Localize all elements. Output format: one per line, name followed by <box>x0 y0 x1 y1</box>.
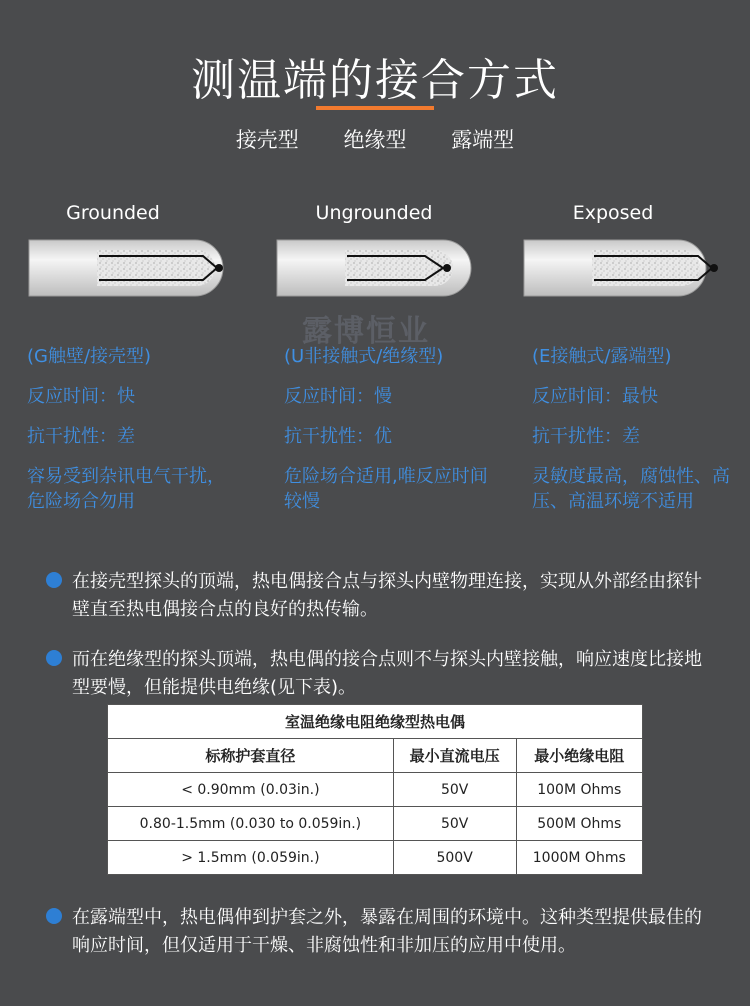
probe-label-exposed: Exposed <box>572 202 654 224</box>
table-row <box>108 773 643 807</box>
bullet-exposed <box>72 904 712 960</box>
column-noise: 抗干扰性：优 <box>284 426 392 447</box>
bullet-ungrounded <box>72 646 712 702</box>
column-response: 反应时间：最快 <box>532 386 658 407</box>
ungrounded-probe-diagram <box>275 238 475 298</box>
bullet-grounded <box>72 568 712 624</box>
table-header: 标称护套直径 <box>108 739 394 773</box>
column-response: 反应时间：慢 <box>284 386 392 407</box>
probe-label-grounded: Grounded <box>66 202 160 224</box>
table-row <box>108 841 643 875</box>
table-cell: 50V <box>393 807 516 841</box>
column-noise: 抗干扰性：差 <box>532 426 640 447</box>
column-note: 灵敏度最高，腐蚀性、高压、高温环境不适用 <box>532 466 730 512</box>
table-header: 最小直流电压 <box>393 739 516 773</box>
column-noise: 抗干扰性：差 <box>27 426 135 447</box>
bullet-dot-icon <box>46 572 62 588</box>
bullet-text: 在接壳型探头的顶端，热电偶接合点与探头内壁物理连接，实现从外部经由探针壁直至热电偶接合点的良好的热传输。 <box>72 571 702 620</box>
column-ungrounded <box>284 344 499 529</box>
type-exposed: 露端型 <box>451 128 515 152</box>
column-exposed <box>532 344 747 529</box>
table-caption: 室温绝缘电阻绝缘型热电偶 <box>108 705 643 739</box>
exposed-probe-diagram <box>522 238 722 298</box>
type-ungrounded: 绝缘型 <box>343 128 407 152</box>
column-kind: (U非接触式/绝缘型) <box>284 346 444 367</box>
table-cell: 500M Ohms <box>516 807 642 841</box>
type-list <box>0 124 750 154</box>
column-kind: (G触壁/接壳型) <box>27 346 152 367</box>
table-cell: 100M Ohms <box>516 773 642 807</box>
title-underline <box>316 106 434 110</box>
probe-label-ungrounded: Ungrounded <box>315 202 433 224</box>
grounded-probe-diagram <box>27 238 227 298</box>
column-kind: (E接触式/露端型) <box>532 346 672 367</box>
table-cell: > 1.5mm (0.059in.) <box>108 841 394 875</box>
column-response: 反应时间：快 <box>27 386 135 407</box>
insulation-table <box>107 704 643 875</box>
table-cell: 50V <box>393 773 516 807</box>
page-title: 测温端的接合方式 <box>191 55 559 106</box>
table-cell: 1000M Ohms <box>516 841 642 875</box>
bullet-dot-icon <box>46 908 62 924</box>
bullet-text: 而在绝缘型的探头顶端，热电偶的接合点则不与探头内壁接触，响应速度比接地型要慢，但能提供电绝缘(见下表)。 <box>72 649 702 698</box>
column-note: 危险场合适用,唯反应时间较慢 <box>284 466 488 512</box>
column-note: 容易受到杂讯电气干扰，危险场合勿用 <box>27 466 225 512</box>
table-cell: 500V <box>393 841 516 875</box>
table-cell: < 0.90mm (0.03in.) <box>108 773 394 807</box>
table-header: 最小绝缘电阻 <box>516 739 642 773</box>
bullet-dot-icon <box>46 650 62 666</box>
table-row <box>108 807 643 841</box>
type-grounded: 接壳型 <box>235 128 299 152</box>
column-grounded <box>27 344 242 529</box>
watermark: 露博恒业 <box>302 314 430 349</box>
table-cell: 0.80-1.5mm (0.030 to 0.059in.) <box>108 807 394 841</box>
bullet-text: 在露端型中，热电偶伸到护套之外，暴露在周围的环境中。这种类型提供最佳的响应时间，但仅适用于干燥、非腐蚀性和非加压的应用中使用。 <box>72 907 702 956</box>
